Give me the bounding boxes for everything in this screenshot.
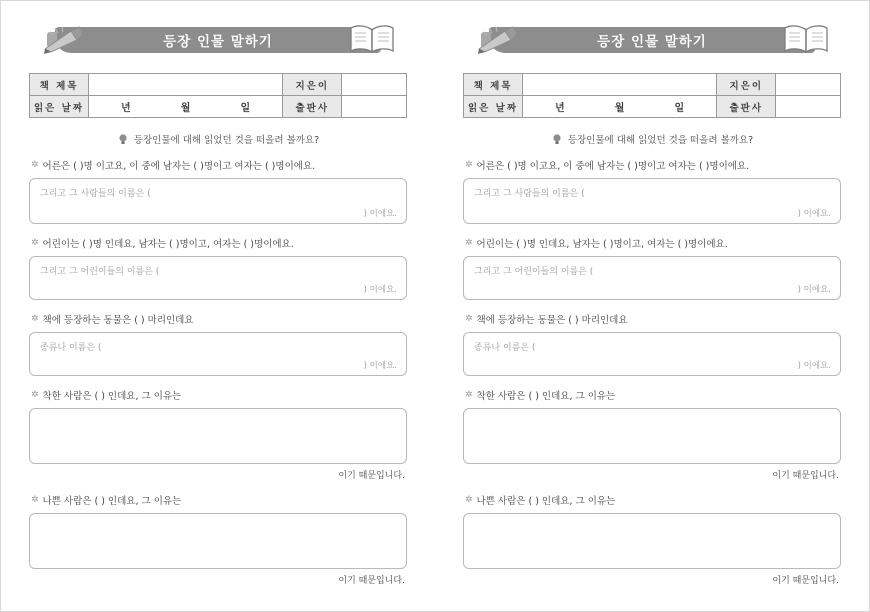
book-title-input[interactable] (89, 74, 283, 96)
date-day: 일 (240, 103, 251, 114)
date-month: 월 (614, 103, 625, 114)
question-1-line (465, 158, 841, 172)
lightbulb-icon (551, 133, 563, 145)
star-icon: ✲ (465, 314, 473, 324)
question-1-text: 어른은 ( )명 이고요, 이 중에 남자는 ( )명이고 여자는 ( )명이에요. (476, 161, 750, 172)
answer-box-3[interactable] (463, 332, 841, 376)
table-row (464, 74, 841, 96)
answer-box-5[interactable] (29, 513, 407, 569)
book-title-label: 책 제목 (464, 74, 523, 96)
answer-box-4[interactable] (463, 408, 841, 464)
star-icon: ✲ (31, 390, 39, 400)
date-day: 일 (674, 103, 685, 114)
banner (29, 21, 407, 59)
question-5-text: 나쁜 사람은 ( ) 인데요, 그 이유는 (476, 496, 616, 507)
question-4-line (465, 388, 841, 402)
question-4-line (31, 388, 407, 402)
publisher-input[interactable] (776, 96, 841, 118)
question-3-text: 책에 등장하는 동물은 ( ) 마리인데요 (476, 315, 628, 326)
question-4-text: 착한 사람은 ( ) 인데요, 그 이유는 (476, 391, 616, 402)
page-title: 등장 인물 말하기 (597, 34, 707, 50)
table-row (30, 74, 407, 96)
pencil-icon (475, 25, 523, 55)
star-icon: ✲ (31, 238, 39, 248)
answer-box-3-label: 종류나 이름은 ( (474, 343, 536, 353)
star-icon: ✲ (465, 160, 473, 170)
star-icon: ✲ (465, 238, 473, 248)
answer-box-3-tail: ) 이에요. (797, 361, 831, 371)
question-2-text: 어린이는 ( )명 인데요, 남자는 ( )명이고, 여자는 ( )명이에요. (476, 239, 728, 250)
answer-box-2[interactable] (463, 256, 841, 300)
question-5-outro: 이기 때문입니다. (772, 576, 839, 586)
answer-box-2[interactable] (29, 256, 407, 300)
pencil-icon (41, 25, 89, 55)
publisher-label: 출판사 (283, 96, 342, 118)
lightbulb-icon (117, 133, 129, 145)
star-icon: ✲ (31, 314, 39, 324)
date-year: 년 (121, 103, 131, 114)
question-4-text: 착한 사람은 ( ) 인데요, 그 이유는 (42, 391, 182, 402)
star-icon: ✲ (31, 160, 39, 170)
question-2-text: 어린이는 ( )명 인데요, 남자는 ( )명이고, 여자는 ( )명이에요. (42, 239, 294, 250)
date-year: 년 (555, 103, 565, 114)
book-info-table (29, 73, 407, 118)
answer-box-1-label: 그리고 그 사람들의 이름은 ( (40, 189, 151, 199)
question-2-line (31, 236, 407, 250)
worksheet-right (435, 1, 869, 611)
question-1-line (31, 158, 407, 172)
date-month: 월 (180, 103, 191, 114)
question-5-outro: 이기 때문입니다. (338, 576, 405, 586)
answer-box-2-tail: ) 이에요. (797, 285, 831, 295)
author-input[interactable] (342, 74, 407, 96)
book-title-input[interactable] (523, 74, 717, 96)
answer-box-2-tail: ) 이에요. (363, 285, 397, 295)
question-4-outro: 이기 때문입니다. (772, 471, 839, 481)
author-label: 지은이 (717, 74, 776, 96)
answer-box-1-tail: ) 이에요. (797, 209, 831, 219)
read-date-label: 읽은 날짜 (464, 96, 523, 118)
question-5-line (31, 493, 407, 507)
publisher-input[interactable] (342, 96, 407, 118)
question-3-line (465, 312, 841, 326)
book-icon (781, 22, 831, 56)
question-3-line (31, 312, 407, 326)
star-icon: ✲ (465, 495, 473, 505)
book-title-label: 책 제목 (30, 74, 89, 96)
prompt-line (463, 132, 841, 146)
table-row (30, 96, 407, 118)
answer-box-3[interactable] (29, 332, 407, 376)
star-icon: ✲ (465, 390, 473, 400)
answer-box-1-label: 그리고 그 사람들의 이름은 ( (474, 189, 585, 199)
publisher-label: 출판사 (717, 96, 776, 118)
read-date-input[interactable] (89, 96, 283, 118)
question-2-line (465, 236, 841, 250)
author-label: 지은이 (283, 74, 342, 96)
read-date-input[interactable] (523, 96, 717, 118)
banner (463, 21, 841, 59)
answer-box-1-tail: ) 이에요. (363, 209, 397, 219)
answer-box-1[interactable] (463, 178, 841, 224)
prompt-text: 등장인물에 대해 읽었던 것을 떠올려 볼까요? (133, 135, 320, 146)
question-5-line (465, 493, 841, 507)
read-date-label: 읽은 날짜 (30, 96, 89, 118)
answer-box-5[interactable] (463, 513, 841, 569)
answer-box-4[interactable] (29, 408, 407, 464)
answer-box-2-label: 그리고 그 어린이들의 이름은 ( (40, 267, 160, 277)
prompt-line (29, 132, 407, 146)
star-icon: ✲ (31, 495, 39, 505)
answer-box-3-tail: ) 이에요. (363, 361, 397, 371)
question-5-text: 나쁜 사람은 ( ) 인데요, 그 이유는 (42, 496, 182, 507)
page-title: 등장 인물 말하기 (163, 34, 273, 50)
prompt-text: 등장인물에 대해 읽었던 것을 떠올려 볼까요? (567, 135, 754, 146)
worksheet-left (1, 1, 435, 611)
question-1-text: 어른은 ( )명 이고요, 이 중에 남자는 ( )명이고 여자는 ( )명이에요. (42, 161, 316, 172)
book-info-table (463, 73, 841, 118)
question-3-text: 책에 등장하는 동물은 ( ) 마리인데요 (42, 315, 194, 326)
table-row (464, 96, 841, 118)
answer-box-1[interactable] (29, 178, 407, 224)
question-4-outro: 이기 때문입니다. (338, 471, 405, 481)
book-icon (347, 22, 397, 56)
answer-box-3-label: 종류나 이름은 ( (40, 343, 102, 353)
author-input[interactable] (776, 74, 841, 96)
answer-box-2-label: 그리고 그 어린이들의 이름은 ( (474, 267, 594, 277)
